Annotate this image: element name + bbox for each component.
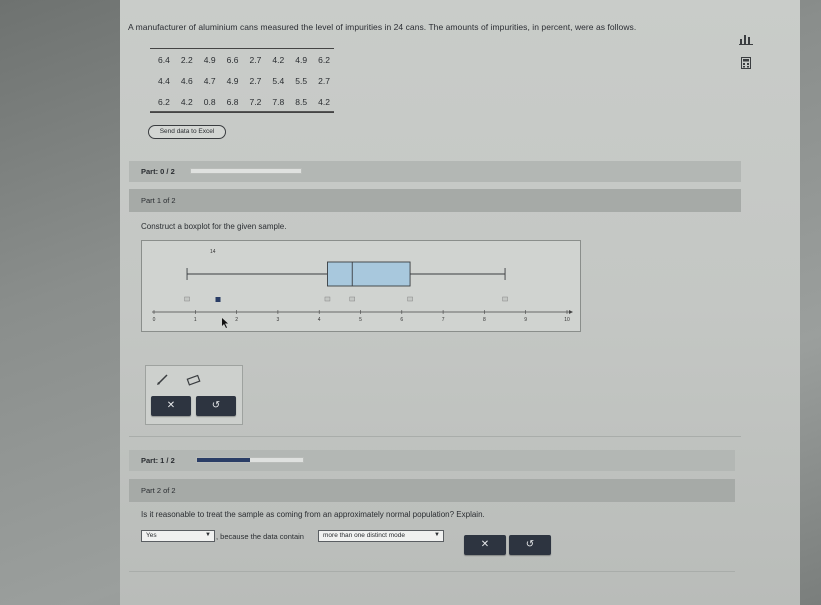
x-tick-label: 8 bbox=[483, 317, 486, 323]
boxplot-svg[interactable] bbox=[142, 241, 582, 333]
table-cell: 4.2 bbox=[272, 55, 285, 65]
x-tick-label: 4 bbox=[317, 317, 321, 323]
progress-fill bbox=[197, 458, 250, 462]
explanation-text: , because the data contain bbox=[216, 532, 304, 541]
divider bbox=[129, 571, 735, 572]
table-cell: 2.7 bbox=[249, 76, 262, 86]
table-cell: 4.2 bbox=[180, 97, 193, 107]
part-2-question: Is it reasonable to treat the sample as coming from an approximately normal population? Explain. bbox=[141, 510, 485, 519]
table-cell: 6.2 bbox=[158, 97, 170, 107]
x-tick-label: 2 bbox=[235, 317, 238, 323]
graph-tools bbox=[145, 365, 243, 425]
eraser-icon[interactable] bbox=[186, 373, 202, 391]
top-label: 14 bbox=[210, 249, 216, 255]
table-cell: 2.7 bbox=[318, 76, 330, 86]
x-tick-label: 0 bbox=[152, 317, 156, 323]
x-tick-label: 3 bbox=[276, 317, 280, 323]
clear-button[interactable]: ✕ bbox=[464, 535, 506, 555]
table-cell: 6.4 bbox=[158, 55, 170, 65]
x-tick-label: 6 bbox=[400, 317, 404, 323]
table-cell: 4.9 bbox=[295, 55, 308, 65]
calculator-icon[interactable] bbox=[741, 57, 751, 72]
part-1-header: Part 1 of 2 bbox=[129, 189, 741, 212]
table-cell: 2.2 bbox=[180, 55, 193, 65]
axis-handle bbox=[325, 297, 330, 301]
axis-handle bbox=[350, 297, 355, 301]
progress-track bbox=[196, 457, 304, 463]
clear-button[interactable]: ✕ bbox=[151, 396, 191, 416]
part-2-header: Part 2 of 2 bbox=[129, 479, 735, 502]
pencil-icon[interactable] bbox=[156, 372, 170, 391]
table-cell: 4.9 bbox=[226, 76, 239, 86]
dropdown-arrow-icon: ▼ bbox=[434, 532, 440, 538]
table-cell: 4.7 bbox=[203, 76, 216, 86]
table-cell: 8.5 bbox=[295, 97, 308, 107]
dropdown-arrow-icon: ▼ bbox=[205, 532, 211, 538]
axis-handle bbox=[185, 297, 190, 301]
answer-select-yes-no[interactable] bbox=[141, 530, 215, 542]
table-cell: 7.8 bbox=[272, 97, 285, 107]
box-iqr bbox=[327, 262, 410, 286]
select-value: more than one distinct mode bbox=[323, 532, 406, 539]
undo-button[interactable]: ↺ bbox=[509, 535, 551, 555]
table-cell: 6.8 bbox=[226, 97, 239, 107]
answer-select-reason[interactable] bbox=[318, 530, 444, 542]
problem-statement: A manufacturer of aluminium cans measured the level of impurities in 24 cans. The amounts of impurities, in percent, were as follows. bbox=[128, 22, 637, 32]
table-cell: 5.4 bbox=[272, 76, 285, 86]
x-tick-label: 1 bbox=[193, 317, 197, 323]
table-row bbox=[150, 70, 334, 91]
table-cell: 4.6 bbox=[180, 76, 193, 86]
table-cell: 0.8 bbox=[203, 97, 216, 107]
axis-arrow bbox=[569, 310, 573, 314]
x-tick-label: 9 bbox=[524, 317, 528, 323]
table-cell: 7.2 bbox=[249, 97, 262, 107]
point-marker bbox=[216, 297, 221, 302]
x-tick-label: 10 bbox=[564, 317, 570, 323]
send-to-excel-button[interactable]: Send data to Excel bbox=[148, 125, 226, 139]
table-row bbox=[150, 91, 334, 112]
x-tick-label: 5 bbox=[359, 317, 362, 323]
chart-icon[interactable] bbox=[739, 33, 753, 48]
progress-track bbox=[190, 168, 302, 174]
undo-button[interactable]: ↺ bbox=[196, 396, 236, 416]
part-progress-label: Part: 0 / 2 bbox=[141, 167, 175, 176]
table-row bbox=[150, 49, 334, 70]
axis-handle bbox=[408, 297, 413, 301]
part-1-instruction: Construct a boxplot for the given sample. bbox=[141, 222, 287, 231]
select-value: Yes bbox=[146, 532, 157, 539]
table-cell: 2.7 bbox=[249, 55, 262, 65]
table-cell: 4.9 bbox=[203, 55, 216, 65]
data-table bbox=[150, 48, 334, 113]
cursor-icon bbox=[222, 318, 228, 328]
table-cell: 5.5 bbox=[295, 76, 308, 86]
boxplot-frame[interactable] bbox=[141, 240, 581, 332]
table-cell: 4.4 bbox=[158, 76, 170, 86]
x-tick-label: 7 bbox=[441, 317, 445, 323]
table-cell: 6.6 bbox=[226, 55, 239, 65]
axis-handle bbox=[503, 297, 508, 301]
table-cell: 6.2 bbox=[318, 55, 330, 65]
table-cell: 4.2 bbox=[318, 97, 330, 107]
divider bbox=[129, 436, 741, 437]
part-progress-label: Part: 1 / 2 bbox=[141, 456, 175, 465]
